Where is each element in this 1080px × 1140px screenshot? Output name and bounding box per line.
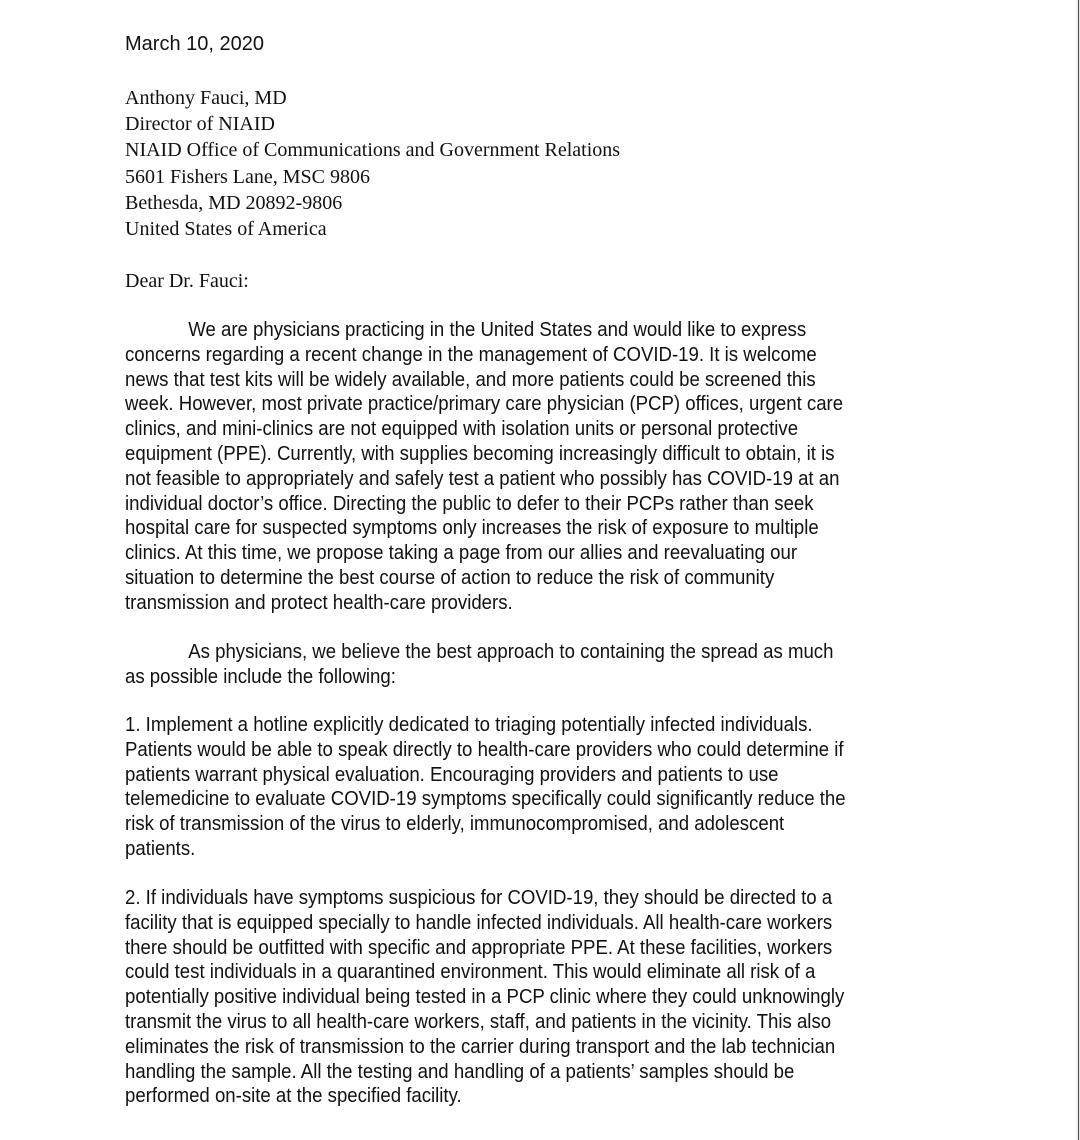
paragraph-line: as possible include the following: [125,665,396,688]
paragraph-line: concerns regarding a recent change in the management of COVID-19. It is welcome [125,343,817,366]
paragraph-line: there should be outfitted with specific and appropriate PPE. At these facilities, workers [125,936,833,959]
paragraph-line: not feasible to appropriately and safely test a patient who possibly has COVID-19 at an [125,467,840,490]
paragraph-line: telemedicine to evaluate COVID-19 symptoms specifically could significantly reduce the [125,788,846,811]
paragraph-line: Patients would be able to speak directly to health-care providers who could determine if [125,738,844,761]
recipient-street: 5601 Fishers Lane, MSC 9806 [125,165,370,188]
paragraph-line: patients warrant physical evaluation. Encouraging providers and patients to use [125,763,779,786]
recipient-city: Bethesda, MD 20892-9806 [125,191,343,214]
paragraph-line: patients. [125,837,196,860]
paragraph-line: hospital care for suspected symptoms only increases the risk of exposure to multiple [125,517,819,540]
paragraph-concerns [125,318,897,616]
paragraph-line: performed on-site at the specified facility. [125,1085,462,1108]
paragraph-line: 2. If individuals have symptoms suspicious for COVID-19, they should be directed to a [125,887,833,909]
salutation: Dear Dr. Fauci: [125,270,249,292]
paragraph-line: situation to determine the best course of action to reduce the risk of community [125,566,775,589]
paragraph-line: facility that is equipped specially to handle infected individuals. All health-care workers [125,911,833,934]
paragraph-line: eliminates the risk of transmission to the carrier during transport and the lab technician [125,1035,836,1058]
paragraph-line: handling the sample. All the testing and handling of a patients’ samples should be [125,1060,795,1083]
paragraph-line: risk of transmission of the virus to elderly, immunocompromised, and adolescent [125,813,785,836]
paragraph-line: As physicians, we believe the best approach to containing the spread as much [188,641,834,663]
recipient-name: Anthony Fauci, MD [125,87,287,109]
paragraph-line: news that test kits will be widely available, and more patients could be screened this [125,368,816,391]
paragraph-line: equipment (PPE). Currently, with supplies becoming increasingly difficult to obtain, it is [125,442,835,465]
letter-date: March 10, 2020 [125,33,264,55]
list-item-hotline [125,713,900,862]
paragraph-line: transmission and protect health-care providers. [125,591,513,614]
paragraph-line: potentially positive individual being tested in a PCP clinic where they could unknowingly [125,986,845,1009]
paragraph-line: 1. Implement a hotline explicitly dedicated to triaging potentially infected individuals. [125,714,813,736]
paragraph-line: transmit the virus to all health-care workers, staff, and patients in the vicinity. This also [125,1010,832,1033]
recipient-country: United States of America [125,217,327,240]
paragraph-line: week. However, most private practice/primary care physician (PCP) offices, urgent care [125,393,844,416]
recipient-address [125,85,620,242]
paragraph-line: individual doctor’s office. Directing the public to defer to their PCPs rather than seek [125,492,814,515]
recipient-office: NIAID Office of Communications and Government Relations [125,139,621,162]
paragraph-line: clinics. At this time, we propose taking a page from our allies and reevaluating our [125,542,798,565]
list-item-facility [125,886,898,1109]
paragraph-line: clinics, and mini-clinics are not equipped with isolation units or personal protective [125,418,799,441]
recipient-title: Director of NIAID [125,113,275,136]
paragraph-approach [125,640,887,690]
paragraph-line: We are physicians practicing in the United States and would like to express [188,319,807,341]
page-edge-divider [1076,0,1080,1140]
paragraph-line: could test individuals in a quarantined environment. This would eliminate all risk of a [125,961,816,984]
